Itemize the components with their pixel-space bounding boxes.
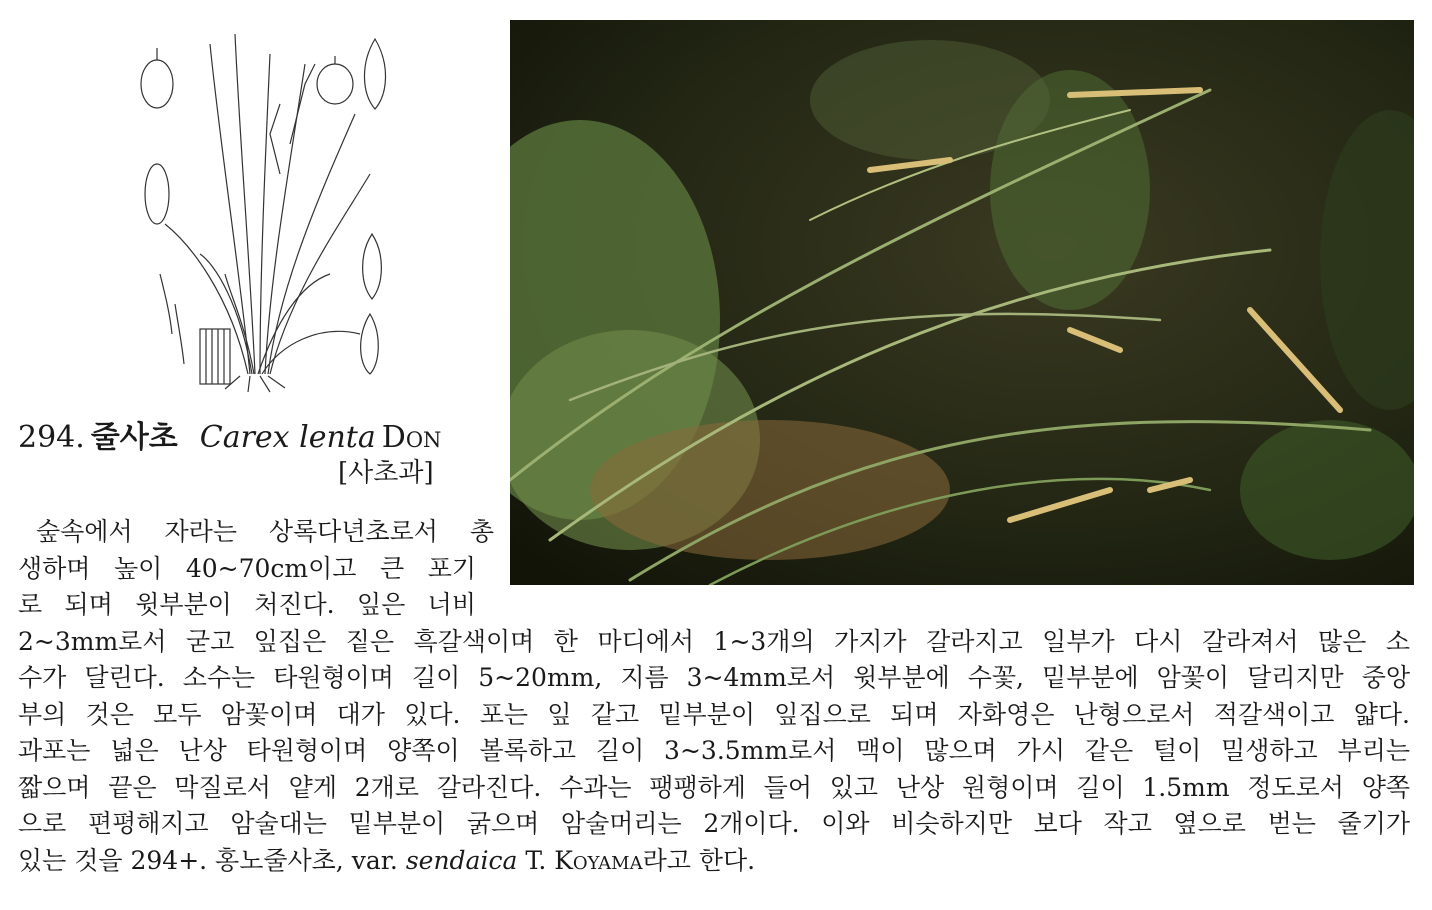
scientific-author: Don: [381, 420, 442, 455]
description-line: 수가 달린다. 소수는 타원형이며 길이 5~20mm, 지름 3~4mm로서 윗부분에 수꽃, 밑부분에 암꽃이 달리지만 중앙: [18, 663, 1410, 692]
description-line: 로 되며 윗부분이 처진다. 잎은 너비: [18, 590, 476, 619]
description-line: 생하며 높이 40~70cm이고 큰 포기: [18, 553, 476, 583]
entry-number: 294.: [18, 420, 85, 455]
description-line: 으로 편평해지고 암술대는 밑부분이 굵으며 암술머리는 2개이다. 이와 비슷하지만 보다 작고 옆으로 벋는 줄기가: [18, 809, 1410, 838]
family-name: [사초과]: [338, 458, 434, 488]
entry-heading: [18, 418, 441, 458]
description-line: 과포는 넓은 난상 타원형이며 양쪽이 볼록하고 길이 3~3.5mm로서 맥이 많으며 가시 같은 털이 밀생하고 부리는: [18, 736, 1410, 765]
plant-photo-art: [510, 20, 1414, 585]
variety-name: sendaica: [405, 845, 518, 875]
carex-drawing: [130, 24, 470, 396]
last-line-prefix: 있는 것을 294+. 홍노줄사초, var.: [18, 845, 406, 875]
korean-name: 줄사초: [90, 420, 178, 455]
last-line-suffix: 라고 한다.: [642, 845, 756, 875]
description-last-line: [18, 843, 1418, 880]
description-line: 부의 것은 모두 암꽃이며 대가 있다. 포는 잎 같고 밑부분이 잎집으로 되며 자화영은 난형으로서 적갈색이고 얇다.: [18, 699, 1410, 729]
variety-author: T. Koyama: [525, 845, 643, 875]
description-line: 짧으며 끝은 막질로서 얕게 2개로 갈라진다. 수과는 팽팽하게 들어 있고 난상 원형이며 길이 1.5mm 정도로서 양쪽: [18, 772, 1410, 802]
scientific-name: Carex lenta: [199, 420, 376, 455]
description-line: 숲속에서 자라는 상록다년초로서 총: [36, 517, 494, 546]
botanical-illustration: [130, 24, 470, 396]
description-line: 2~3mm로서 굳고 잎집은 짙은 흑갈색이며 한 마디에서 1~3개의 가지가 갈라지고 일부가 다시 갈라져서 많은 소: [18, 626, 1410, 656]
plant-photo: [510, 20, 1414, 585]
description: [18, 514, 1418, 879]
